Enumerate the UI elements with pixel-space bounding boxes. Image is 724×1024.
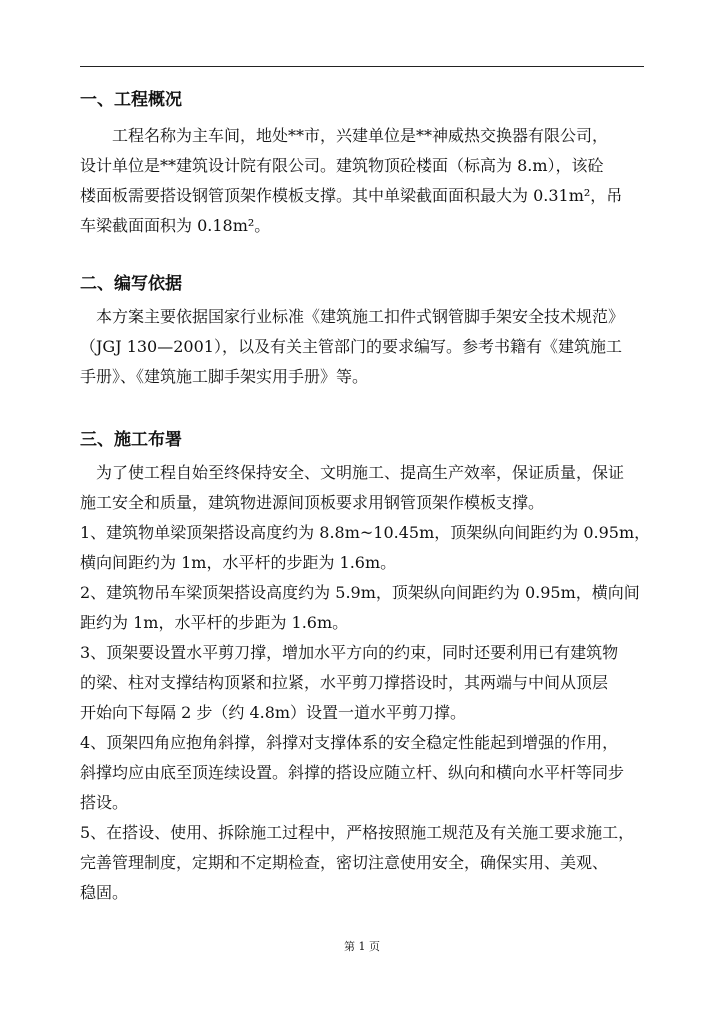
text-line: 工程名称为主车间，地处**市，兴建单位是**神威热交换器有限公司，: [80, 126, 609, 145]
section-basis: [80, 272, 648, 392]
section-paragraph: [80, 302, 648, 392]
text-line: 横向间距约为 1m，水平杆的步距为 1.6m。: [80, 553, 397, 572]
section-project-overview: [80, 88, 648, 241]
text-line: 3、顶架要设置水平剪刀撑，增加水平方向的约束，同时还要利用已有建筑物: [80, 643, 619, 662]
text-line: 完善管理制度，定期和不定期检查，密切注意使用安全，确保实用、美观、: [80, 853, 609, 872]
text-line: 5、在搭设、使用、拆除施工过程中，严格按照施工规范及有关施工要求施工，: [80, 823, 635, 842]
text-line: 距约为 1m，水平杆的步距为 1.6m。: [80, 613, 349, 632]
section-paragraph: [80, 121, 648, 241]
text-line: 稳固。: [80, 883, 129, 902]
text-line: 4、顶架四角应抱角斜撑，斜撑对支撑体系的安全稳定性能起到增强的作用，: [80, 733, 619, 752]
text-line: 施工安全和质量，建筑物进源间顶板要求用钢管顶架作模板支撑。: [80, 493, 545, 512]
section-heading: 一、工程概况: [80, 90, 182, 110]
page-number: 第 1 页: [344, 940, 380, 953]
text-line: 楼面板需要搭设钢管顶架作模板支撑。其中单梁截面面积最大为 0.31m²，吊: [80, 186, 623, 205]
text-line: 为了使工程自始至终保持安全、文明施工、提高生产效率，保证质量，保证: [80, 463, 625, 482]
text-line: （JGJ 130—2001），以及有关主管部门的要求编写。参考书籍有《建筑施工: [80, 337, 622, 356]
text-line: 斜撑均应由底至顶连续设置。斜撑的搭设应随立杆、纵向和横向水平杆等同步: [80, 763, 625, 782]
text-line: 设计单位是**建筑设计院有限公司。建筑物顶砼楼面（标高为 8.m），该砼: [80, 156, 604, 175]
text-line: 1、建筑物单梁顶架搭设高度约为 8.8m~10.45m，顶架纵向间距约为 0.95m，: [80, 523, 651, 542]
text-line: 的梁、柱对支撑结构顶紧和拉紧，水平剪刀撑搭设时，其两端与中间从顶层: [80, 673, 609, 692]
text-line: 车梁截面面积为 0.18m²。: [80, 216, 271, 235]
text-line: 2、建筑物吊车梁顶架搭设高度约为 5.9m，顶架纵向间距约为 0.95m，横向间: [80, 583, 640, 602]
text-line: 本方案主要依据国家行业标准《建筑施工扣件式钢管脚手架安全技术规范》: [80, 307, 625, 326]
section-construction-plan: [80, 428, 651, 908]
section-paragraph: [80, 458, 651, 908]
section-heading: 三、施工布署: [80, 430, 182, 450]
text-line: 手册》、《建筑施工脚手架实用手册》等。: [80, 367, 369, 386]
text-line: 搭设。: [80, 793, 129, 812]
header-rule: [80, 66, 644, 67]
text-line: 开始向下每隔 2 步（约 4.8m）设置一道水平剪刀撑。: [80, 703, 467, 722]
section-heading: 二、编写依据: [80, 274, 182, 294]
